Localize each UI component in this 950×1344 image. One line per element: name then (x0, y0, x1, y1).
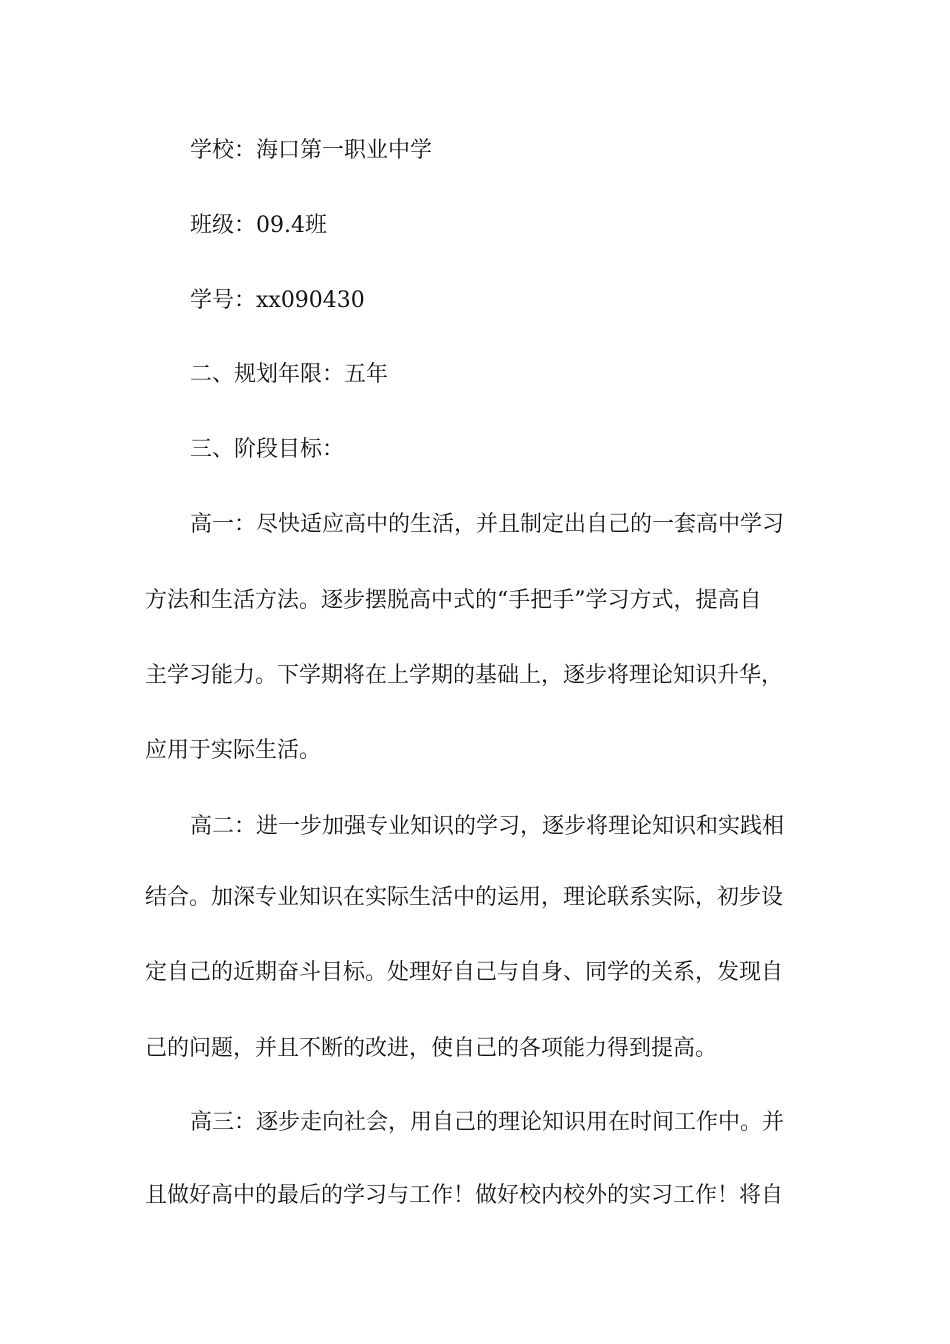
paragraph-line: 结合。加深专业知识在实际生活中的运用，理论联系实际，初步设 (145, 885, 784, 910)
paragraph-line: 方法和生活方法。逐步摆脱高中式的“手把手”学习方式，提高自 (145, 588, 762, 613)
paragraph-line: 己的问题，并且不断的改进，使自己的各项能力得到提高。 (145, 1036, 718, 1061)
paragraph-line: 高二：进一步加强专业知识的学习，逐步将理论知识和实践相 (190, 814, 785, 839)
paragraph-line: 主学习能力。下学期将在上学期的基础上，逐步将理论知识升华， (145, 663, 784, 688)
paragraph-line: 且做好高中的最后的学习与工作！做好校内校外的实习工作！将自 (145, 1183, 784, 1208)
student-id-line: 学号：xx090430 (190, 288, 365, 313)
paragraph-line: 定自己的近期奋斗目标。处理好自己与自身、同学的关系，发现自 (145, 960, 784, 985)
section-heading-goals: 三、阶段目标： (190, 437, 345, 462)
paragraph-line: 高一：尽快适应高中的生活，并且制定出自己的一套高中学习 (190, 512, 785, 537)
school-line: 学校：海口第一职业中学 (190, 138, 433, 163)
paragraph-line: 高三：逐步走向社会，用自己的理论知识用在时间工作中。并 (190, 1110, 785, 1135)
section-heading-period: 二、规划年限：五年 (190, 362, 389, 387)
paragraph-line: 应用于实际生活。 (145, 738, 322, 763)
class-line: 班级：09.4班 (190, 213, 327, 238)
